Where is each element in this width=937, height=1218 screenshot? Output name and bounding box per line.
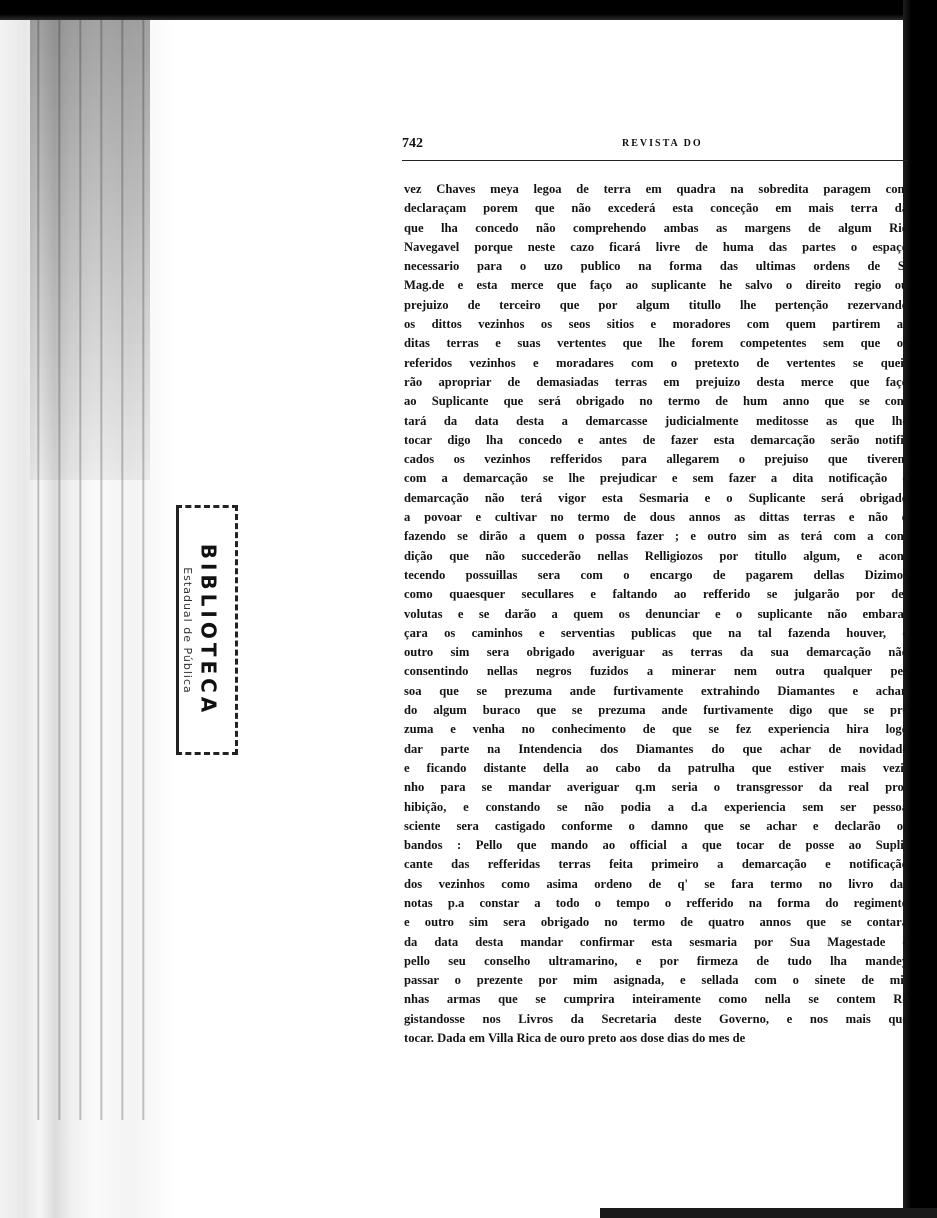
- text-line: necessario para o uzo publico na forma das ultimas ordens de S.: [404, 259, 908, 274]
- scan-border-right: [903, 0, 937, 1218]
- text-line: da data desta mandar confirmar esta sesmaria por Sua Magestade e: [404, 934, 908, 949]
- text-line: os dittos vezinhos os seos sitios e moradores com quem partirem as: [404, 317, 908, 332]
- text-line: outro sim sera obrigado averiguar as terras da sua demarcação não: [404, 645, 908, 660]
- text-line: nho para se mandar averiguar q.m seria o transgressor da real pro-: [404, 780, 908, 795]
- text-line: e outro sim sera obrigado no termo de quatro annos que se contara: [404, 915, 908, 930]
- text-line: e ficando distante della ao cabo da patrulha que estiver mais vezi-: [404, 760, 908, 775]
- text-line: dar parte na Intendencia dos Diamantes do que achar de novidade: [404, 741, 908, 756]
- text-line: gistandosse nos Livros da Secretaria deste Governo, e nos mais que: [404, 1011, 908, 1026]
- text-line: tará da data desta a demarcasse judicialmente meditosse as que lhe: [404, 413, 908, 428]
- text-line: bandos : Pello que mando ao official a que tocar de posse ao Supli-: [404, 838, 908, 853]
- stamp-sublabel: Estadual de Pública: [180, 566, 194, 694]
- scan-border-top: [0, 0, 937, 20]
- running-title: REVISTA DO: [622, 138, 703, 149]
- text-line: dição que não succederão nellas Relligiozos por titullo algum, e acon-: [404, 548, 908, 563]
- text-line: passar o prezente por mim asignada, e sellada com o sinete de mi-: [404, 973, 908, 988]
- text-line: Navegavel porque neste cazo ficará livre de huma das partes o espaço: [404, 239, 908, 254]
- text-line: a povoar e cultivar no termo de dous annos as dittas terras e não o: [404, 510, 908, 525]
- body-text: [404, 180, 908, 1048]
- header-rule: [402, 160, 908, 161]
- text-line: declaraçam porem que não excederá esta conceção em mais terra da: [404, 201, 908, 216]
- text-line: çara os caminhos e serventias publicas que na tal fazenda houver, e: [404, 625, 908, 640]
- stamp-label: BIBLIOTECA: [196, 543, 221, 717]
- text-line: Mag.de e esta merce que faço ao suplicante he salvo o direito regio ou: [404, 278, 908, 293]
- scan-border-bottom: [600, 1208, 937, 1218]
- text-line: consentindo nellas negros fuzidos a minerar nem outra qualquer pes: [404, 664, 908, 679]
- text-line: ao Suplicante que será obrigado no termo de hum anno que se con-: [404, 394, 908, 409]
- text-line: demarcação não terá vigor esta Sesmaria e o Suplicante será obrigado: [404, 490, 908, 505]
- library-stamp-subtext: [172, 560, 202, 700]
- text-line: que lha concedo não comprehendo ambas as margens de algum Rio: [404, 220, 908, 235]
- text-line: com a demarcação se lhe prejudicar e sem fazer a dita notificação e: [404, 471, 908, 486]
- text-line: tocar digo lha concedo e antes de fazer esta demarcação serão notifi-: [404, 432, 908, 447]
- text-line: ditas terras e suas vertentes que lhe forem competentes sem que os: [404, 336, 908, 351]
- text-line: nhas armas que se cumprira inteiramente como nella se contem Re: [404, 992, 908, 1007]
- text-line: soa que se prezuma ande furtivamente extrahindo Diamantes e achan: [404, 683, 908, 698]
- text-line: cante das refferidas terras feita primeiro a demarcação e notificação: [404, 857, 908, 872]
- text-line: pello seu conselho ultramarino, e por firmeza de tudo lha mandey: [404, 953, 908, 968]
- page-number: 742: [402, 136, 423, 151]
- text-line: cados os vezinhos refferidos para allegarem o prejuiso que tiverem: [404, 452, 908, 467]
- text-line: tocar. Dada em Villa Rica de ouro preto aos dose dias do mes de: [404, 1031, 746, 1046]
- text-line: tecendo possuillas sera com o encargo de pagarem dellas Dizimos: [404, 567, 908, 582]
- running-head: [402, 136, 908, 156]
- text-line: fazendo se dirão a quem o possa fazer ; e outro sim as terá com a con-: [404, 529, 908, 544]
- binding-stripes: [28, 20, 148, 1120]
- text-line: rão apropriar de demasiadas terras em prejuizo desta merce que faço: [404, 374, 908, 389]
- text-line: notas p.a constar a todo o tempo o refferido na forma do regimento: [404, 895, 908, 910]
- text-line: dos vezinhos como asima ordeno de q' se fara termo no livro das: [404, 876, 908, 891]
- text-line: vez Chaves meya legoa de terra em quadra na sobredita paragem com: [404, 182, 908, 196]
- text-line: hibição, e constando se não podia a d.a experiencia sem ser pessoa: [404, 799, 908, 814]
- text-line: como quaesquer secullares e faltando ao refferido se julgarão por de-: [404, 587, 908, 602]
- text-line: prejuizo de terceiro que por algum titullo lhe pertenção rezervando: [404, 297, 908, 312]
- text-line: zuma e venha no conhecimento de que se fez experiencia hira logo: [404, 722, 908, 737]
- text-line: sciente sera castigado conforme o damno que se achar e declarão os: [404, 818, 908, 833]
- text-line: do algum buraco que se prezuma ande furtivamente digo que se pre: [404, 703, 908, 718]
- text-line: referidos vezinhos e moradares com o pretexto de vertentes se quei-: [404, 355, 908, 370]
- text-line: volutas e se darão a quem os denunciar e o suplicante não embara-: [404, 606, 908, 621]
